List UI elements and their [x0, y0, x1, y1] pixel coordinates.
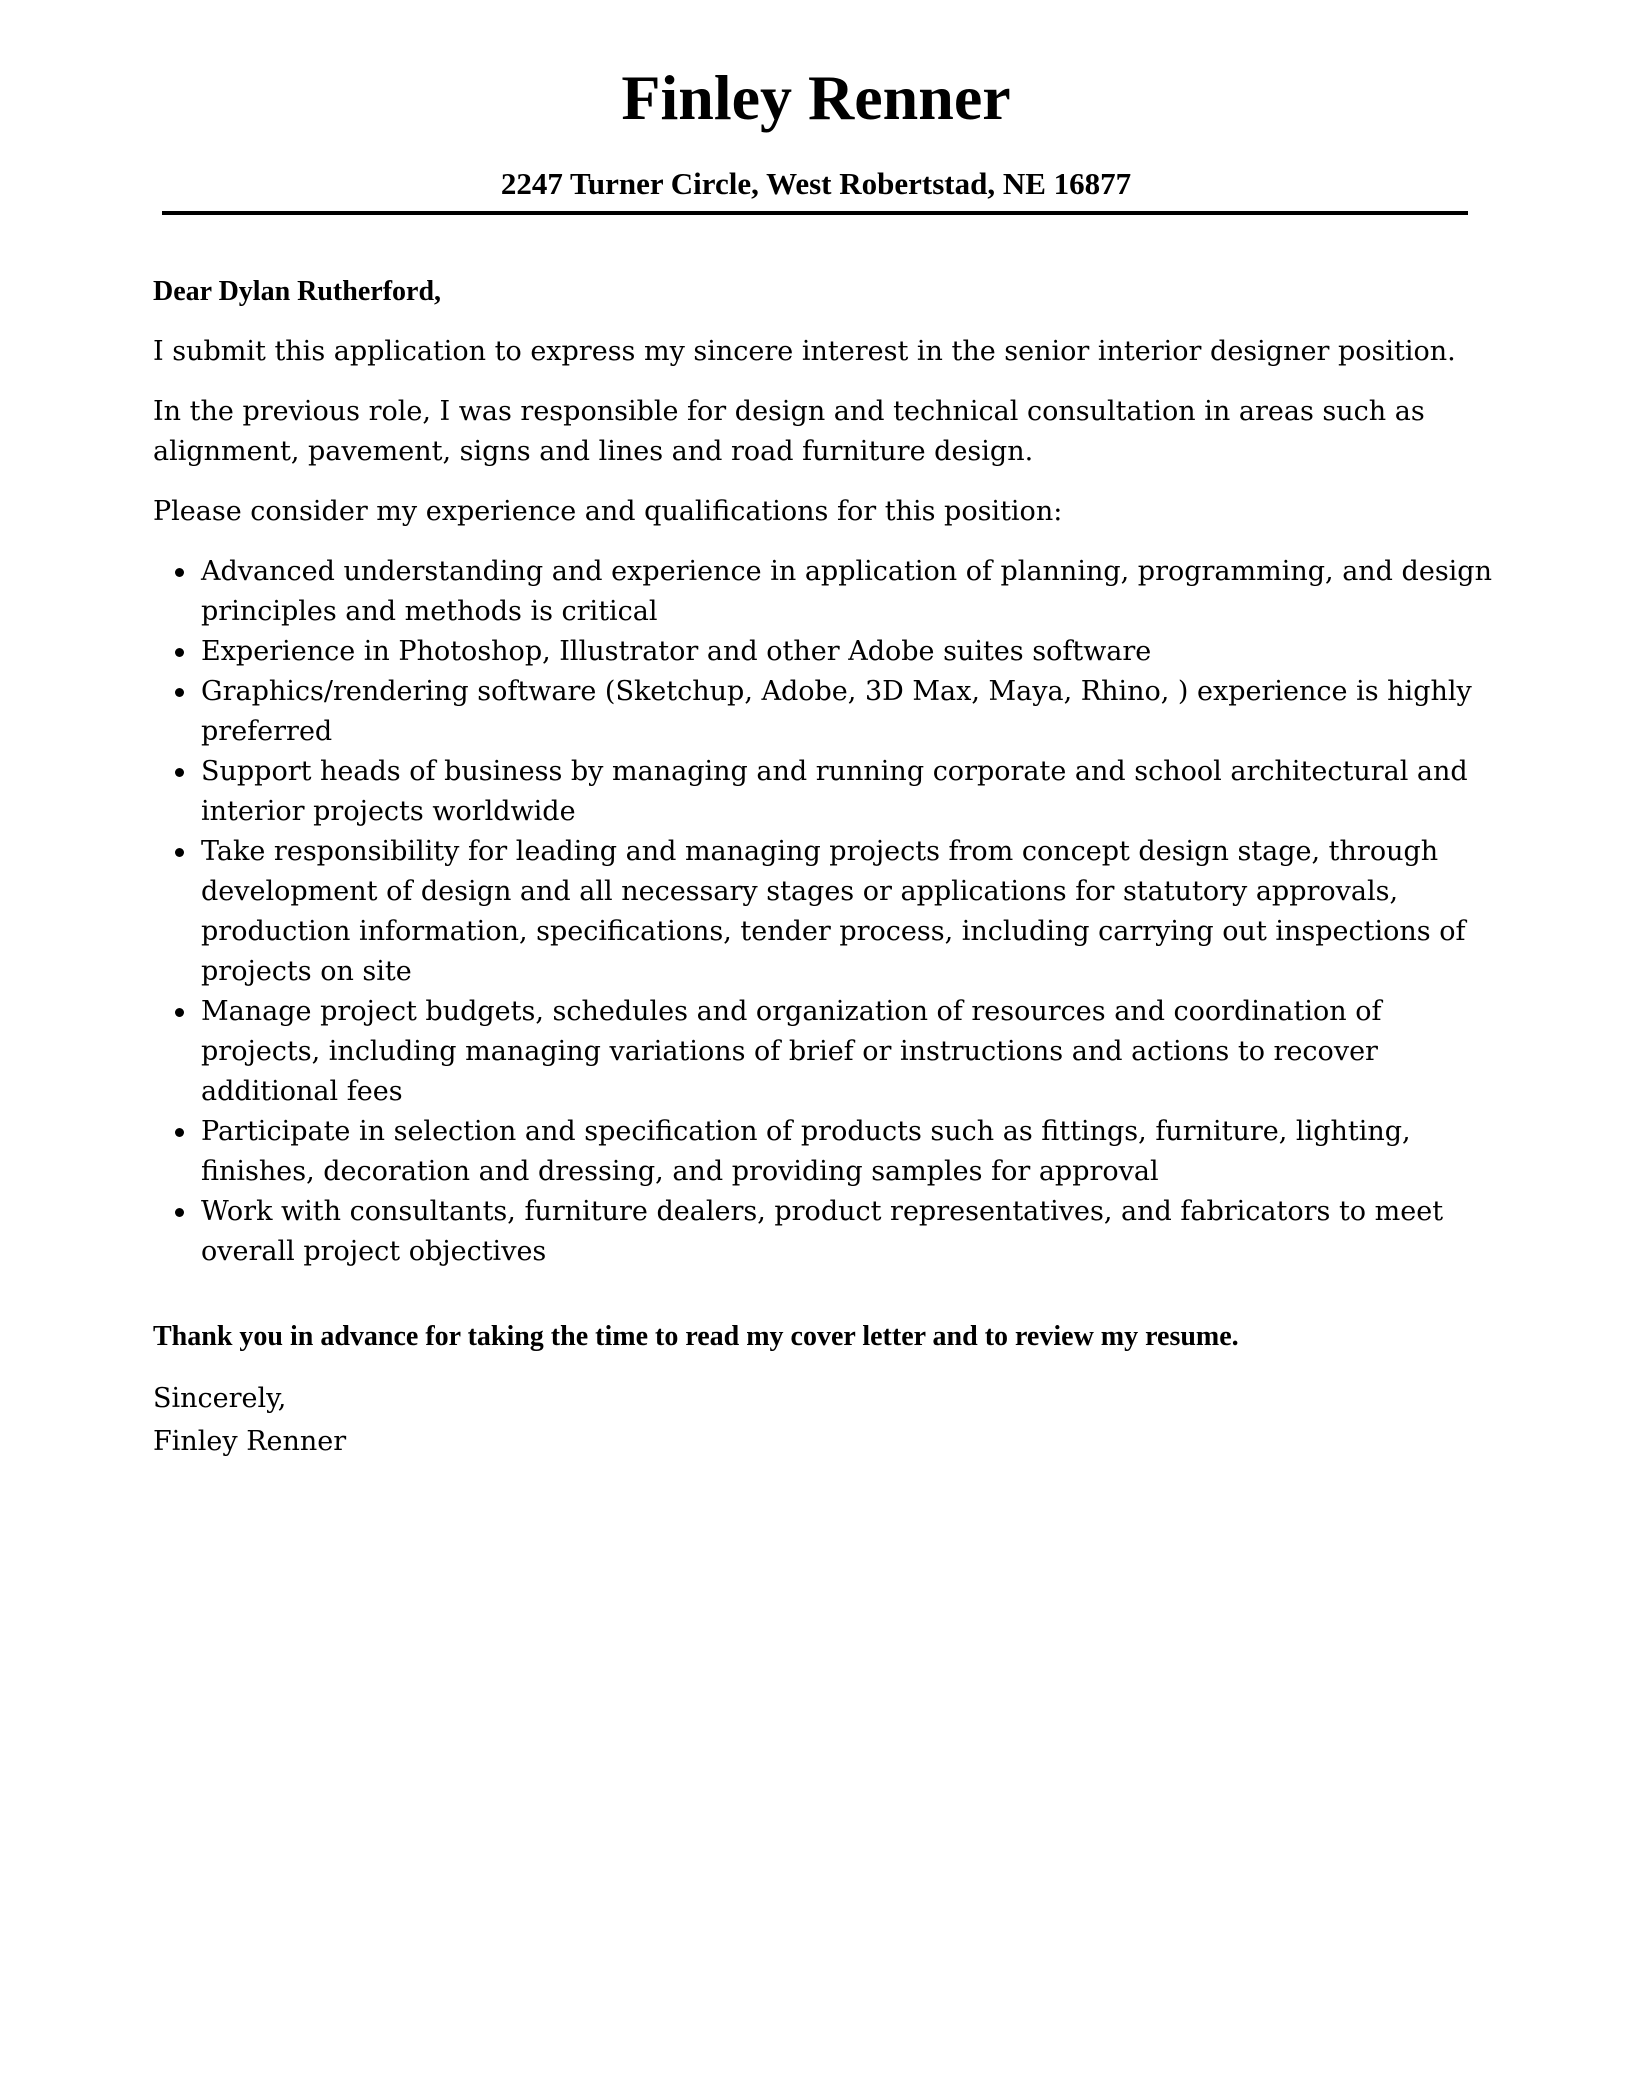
bullet-icon: [175, 688, 184, 697]
list-item: [153, 1192, 1493, 1272]
signoff: Sincerely,: [153, 1383, 287, 1414]
bullet-icon: [175, 768, 184, 777]
letter-body: [153, 272, 1493, 1463]
applicant-address: 2247 Turner Circle, West Robertstad, NE 16877: [500, 166, 1132, 201]
salutation: Dear Dylan Rutherford,: [153, 276, 442, 307]
list-item-text: Manage project budgets, schedules and organization of resources and coordination of projects, including managing variations of brief or instructions and actions to recover additional fees: [201, 996, 1382, 1107]
list-item-text: Support heads of business by managing and running corporate and school architectural and interior projects worldwide: [201, 756, 1468, 827]
signature-name: Finley Renner: [153, 1426, 347, 1457]
bullet-icon: [175, 1008, 184, 1017]
list-item: [153, 552, 1493, 632]
bullet-icon: [175, 1128, 184, 1137]
list-item: [153, 992, 1493, 1112]
list-item: [153, 672, 1493, 752]
closing-statement: Thank you in advance for taking the time to read my cover letter and to review my resume.: [153, 1321, 1239, 1352]
list-item-text: Participate in selection and specification of products such as fittings, furniture, lighting, finishes, decoration and dressing, and providing samples for approval: [201, 1116, 1411, 1187]
applicant-name: Finley Renner: [621, 62, 1011, 133]
bullet-icon: [175, 848, 184, 857]
header-divider: [162, 211, 1468, 215]
list-item: [153, 832, 1493, 992]
bullet-icon: [175, 1208, 184, 1217]
list-item-text: Work with consultants, furniture dealers, product representatives, and fabricators to meet overall project objectives: [201, 1196, 1444, 1267]
list-item-text: Take responsibility for leading and managing projects from concept design stage, through development of design and all necessary stages or applications for statutory approvals, production information, specifications, tender process, including carrying out inspections of projects on site: [201, 836, 1466, 987]
list-item-text: Advanced understanding and experience in application of planning, programming, and design principles and methods is critical: [201, 556, 1492, 627]
list-item: [153, 632, 1493, 672]
bullet-icon: [175, 568, 184, 577]
intro-paragraph: I submit this application to express my sincere interest in the senior interior designer position.: [153, 336, 1456, 367]
previous-role-paragraph: In the previous role, I was responsible for design and technical consultation in areas such as alignment, pavement, signs and lines and road furniture design.: [153, 396, 1425, 467]
qualifications-list: [153, 552, 1493, 1272]
list-item: [153, 1112, 1493, 1192]
list-item: [153, 752, 1493, 832]
qualifications-intro: Please consider my experience and qualifications for this position:: [153, 496, 1063, 527]
list-item-text: Experience in Photoshop, Illustrator and other Adobe suites software: [201, 636, 1152, 667]
bullet-icon: [175, 648, 184, 657]
list-item-text: Graphics/rendering software (Sketchup, Adobe, 3D Max, Maya, Rhino, ) experience is highly preferred: [201, 676, 1472, 747]
